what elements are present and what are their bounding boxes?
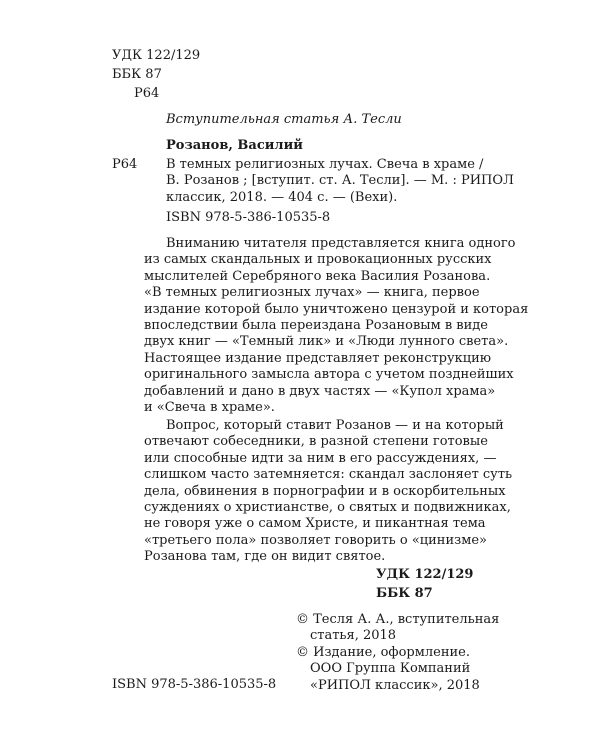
annotation-line: Настоящее издание представляет реконструкцию <box>144 350 492 366</box>
annotation-line: «В темных религиозных лучах» — книга, первое <box>144 285 480 301</box>
annotation-line: Розанова там, где он видит святое. <box>144 549 386 565</box>
udk-code-top: УДК 122/129 <box>112 48 201 63</box>
copyright-line: © Издание, оформление. <box>296 644 470 660</box>
catalog-mark: Р64 <box>112 157 138 172</box>
annotation-line: издание которой было уничтожено цензурой и которая <box>144 301 529 317</box>
catalog-line: В темных религиозных лучах. Свеча в храме / <box>166 157 484 172</box>
bbk-code-footer: ББК 87 <box>376 586 433 601</box>
copyright-block <box>296 612 500 694</box>
intro-note: Вступительная статья А. Тесли <box>166 112 402 127</box>
annotation-line: слишком часто затемняется: скандал заслоняет суть <box>144 467 513 483</box>
author-mark-top: Р64 <box>134 86 160 101</box>
copyright-line: ООО Группа Компаний <box>310 661 471 677</box>
annotation-line: суждениях о христианстве, о святых и подвижниках, <box>144 499 511 515</box>
annotation-line: и «Свеча в храме». <box>144 399 275 415</box>
annotation-line: мыслителей Серебряного века Василия Розанова. <box>144 268 491 284</box>
isbn-line: ISBN 978-5-386-10535-8 <box>166 210 331 225</box>
copyright-line: © Тесля А. А., вступительная <box>296 612 500 627</box>
copyright-line: «РИПОЛ классик», 2018 <box>310 677 480 693</box>
annotation-paragraph-2 <box>144 418 513 566</box>
catalog-line: В. Розанов ; [вступит. ст. А. Тесли]. — М. : РИПОЛ <box>166 173 514 189</box>
annotation-line: или способные идти за ним в его рассуждениях, — <box>144 450 497 466</box>
annotation-line: двух книг — «Темный лик» и «Люди лунного света». <box>144 334 509 350</box>
annotation-line: «третьего пола» позволяет говорить о «цинизме» <box>144 532 487 548</box>
annotation-paragraph-1 <box>144 236 529 416</box>
annotation-line: дела, обвинения в порнографии и в оскорбительных <box>144 483 506 499</box>
annotation-line: из самых скандальных и провокационных русских <box>144 252 492 268</box>
annotation-line: добавлений и дано в двух частях — «Купол храма» <box>144 383 496 399</box>
udk-code-footer: УДК 122/129 <box>376 567 474 582</box>
catalog-line: классик, 2018. — 404 с. — (Вехи). <box>166 189 398 205</box>
footer-isbn: ISBN 978-5-386-10535-8 <box>112 677 277 692</box>
copyright-line: статья, 2018 <box>310 628 397 644</box>
author-heading: Розанов, Василий <box>166 138 303 153</box>
annotation-line: отвечают собеседники, в разной степени готовые <box>144 434 488 450</box>
annotation-line: не говоря уже о самом Христе, и пикантная тема <box>144 516 486 532</box>
annotation-line: впоследствии была переиздана Розановым в виде <box>144 317 488 333</box>
catalog-entry <box>166 157 514 206</box>
annotation-line: Вниманию читателя представляется книга одного <box>166 236 516 251</box>
bbk-code-top: ББК 87 <box>112 67 162 82</box>
annotation-line: Вопрос, который ставит Розанов — и на который <box>166 418 504 433</box>
annotation-line: оригинального замысла автора с учетом позднейших <box>144 367 514 383</box>
